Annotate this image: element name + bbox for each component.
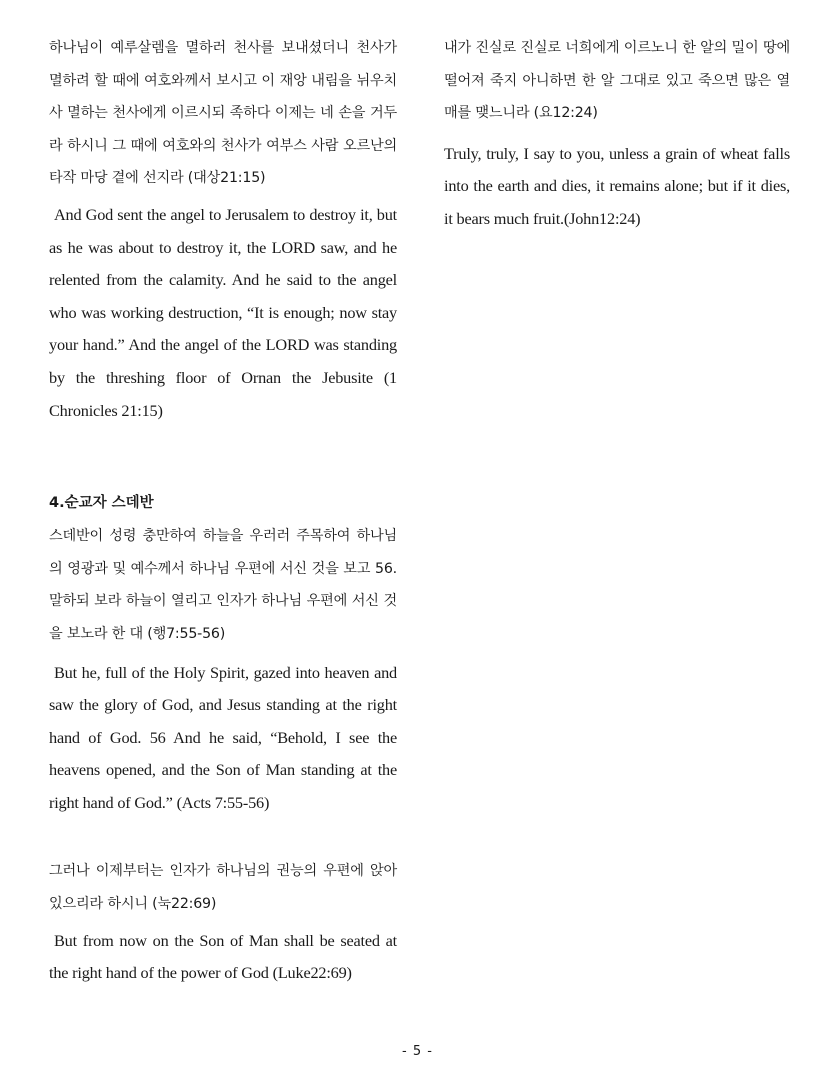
- passage-2-english: But he, full of the Holy Spirit, gazed into heaven and saw the glory of God, and Jesus standing at the right hand of God. 56 And he said, “Behold, I see the heavens opened, and the Son of Man standing at the right hand of God.” (Acts 7:55-56): [49, 662, 397, 812]
- passage-3-english: But from now on the Son of Man shall be seated at the right hand of the power of God (Luke22:69): [49, 930, 397, 983]
- passage-2-korean: 스데반이 성령 충만하여 하늘을 우러러 주목하여 하나님의 영광과 및 예수께서 하나님 우편에 서신 것을 보고 56.말하되 보라 하늘이 열리고 인자가 하나님 우편에 서신 것을 보노라 한 대 (행7:55-56): [49, 528, 397, 642]
- passage-4-korean: 내가 진실로 진실로 너희에게 이르노니 한 알의 밀이 땅에 떨어져 죽지 아니하면 한 알 그대로 있고 죽으면 많은 열매를 맺느니라 (요12:24): [444, 40, 790, 122]
- passage-4-english: Truly, truly, I say to you, unless a grain of wheat falls into the earth and dies, it remains alone; but if it dies, it bears much fruit.(John12:24): [444, 143, 790, 228]
- right-column: [444, 32, 790, 236]
- passage-1-english: And God sent the angel to Jerusalem to destroy it, but as he was about to destroy it, the LORD saw, and he relented from the calamity. And he said to the angel who was working destruction, “It is enough; now stay your hand.” And the angel of the LORD was standing by the threshing floor of Ornan the Jebusite (1 Chronicles 21:15): [49, 204, 397, 420]
- passage-1-korean: 하나님이 예루살렘을 멸하러 천사를 보내셨더니 천사가 멸하려 할 때에 여호와께서 보시고 이 재앙 내림을 뉘우치사 멸하는 천사에게 이르시되 족하다 이제는 네 손을 거두라 하시니 그 때에 여호와의 천사가 여부스 사람 오르난의 타작 마당 곁에 선지라 (대상21:15): [49, 40, 397, 187]
- passage-3-korean: 그러나 이제부터는 인자가 하나님의 권능의 우편에 앉아 있으리라 하시니 (눅22:69): [49, 863, 397, 913]
- left-column: [49, 32, 397, 990]
- page-number: - 5 -: [402, 1044, 433, 1059]
- section-heading: 4.순교자 스데반: [49, 495, 154, 512]
